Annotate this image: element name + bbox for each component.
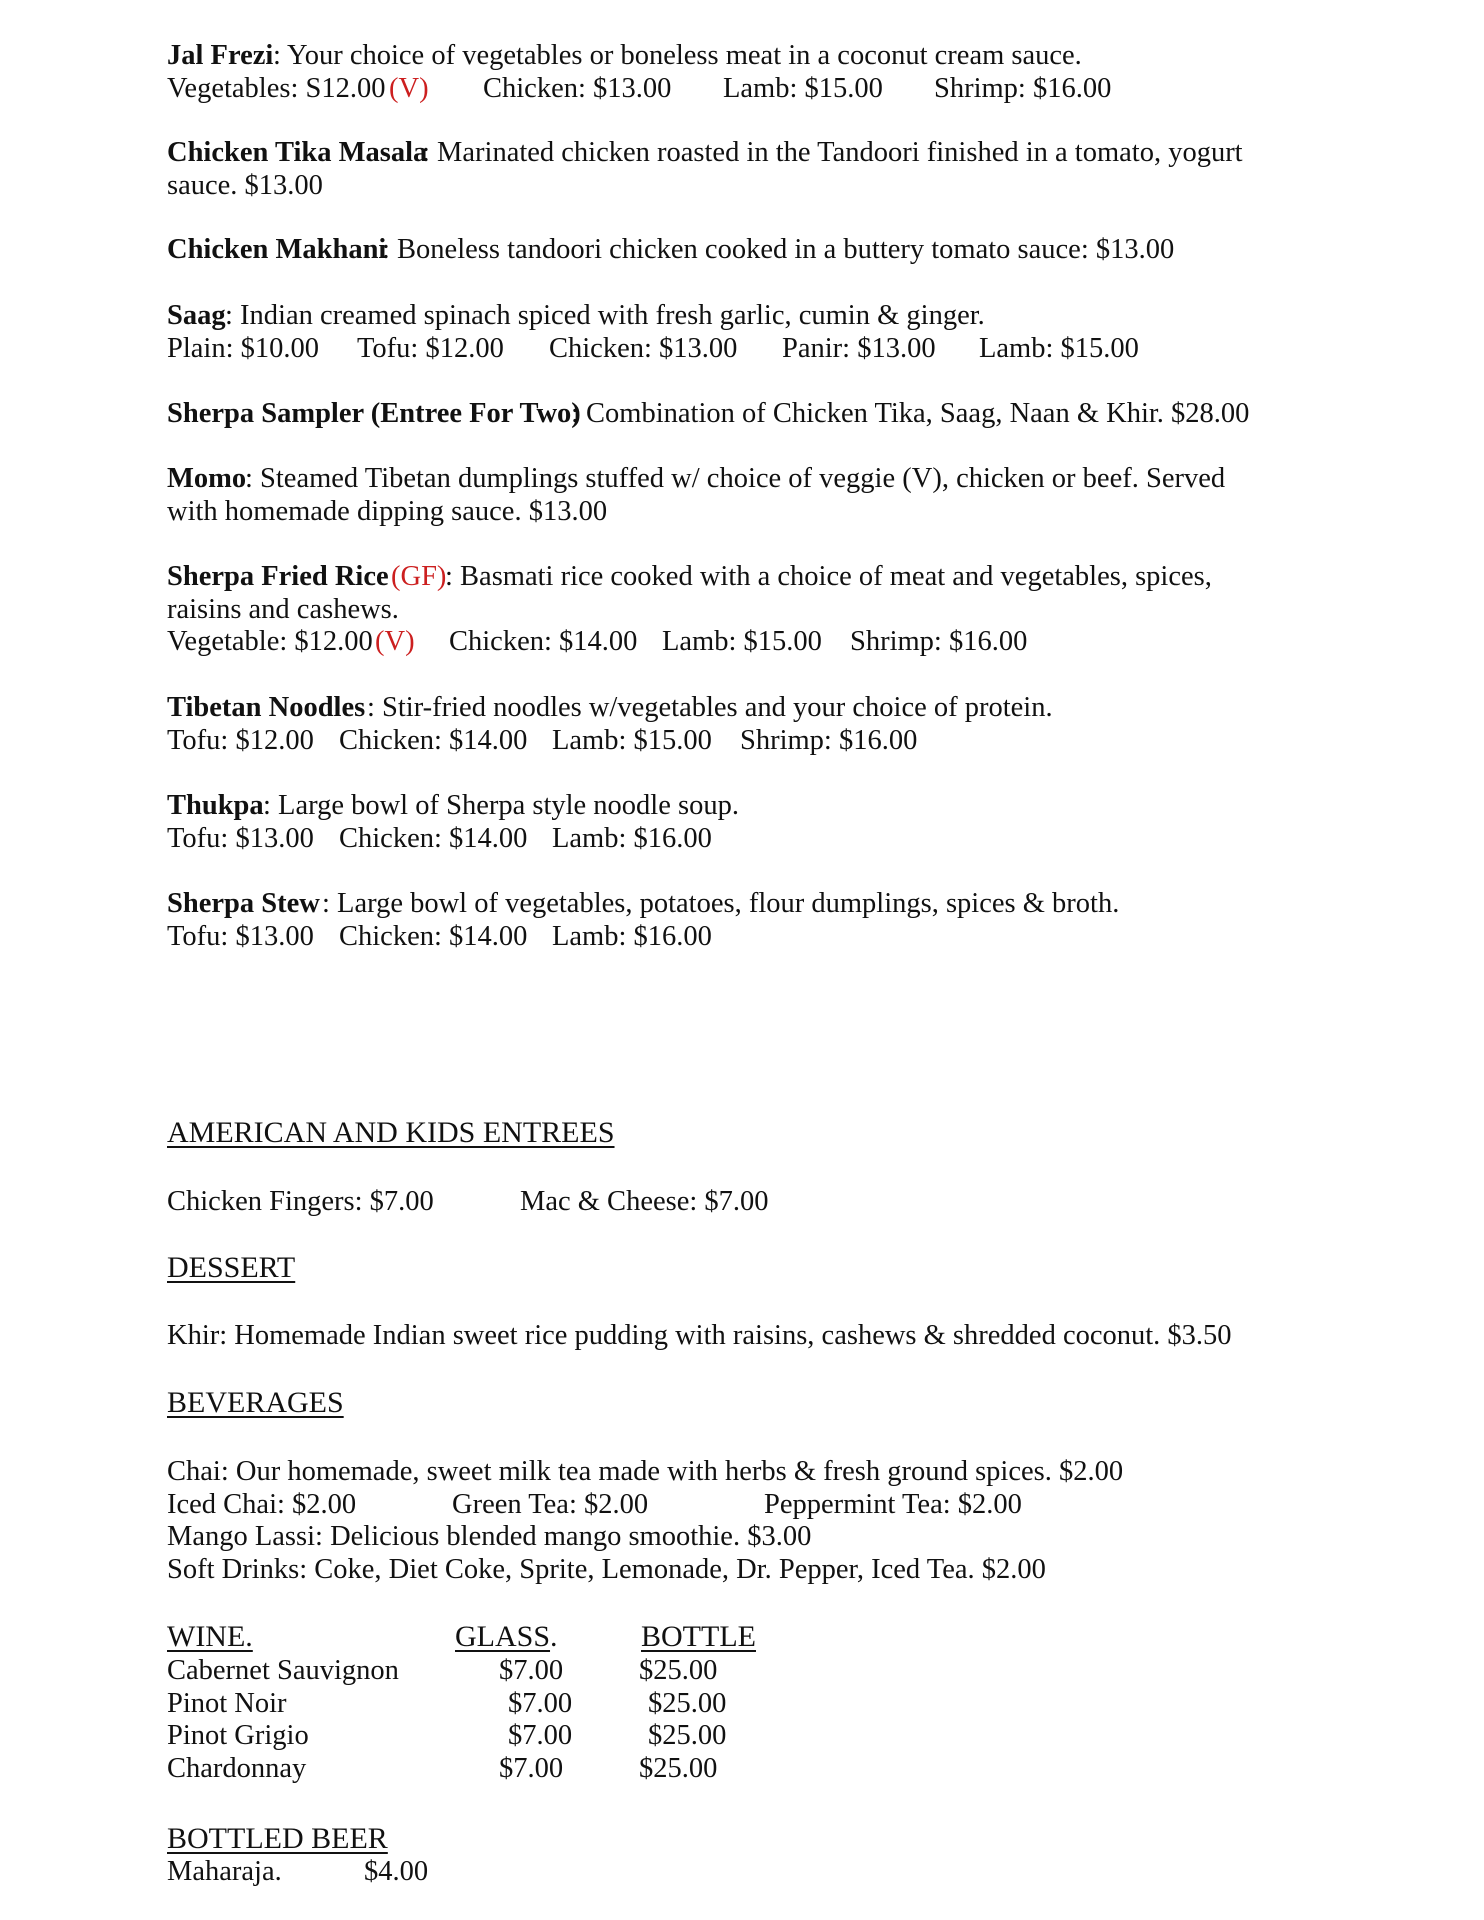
price-chicken: Chicken: $14.00: [339, 920, 528, 952]
price-tofu: Tofu: $13.00: [167, 822, 314, 854]
beverage-soft-drinks: Soft Drinks: Coke, Diet Coke, Sprite, Lemonade, Dr. Pepper, Iced Tea. $2.00: [167, 1553, 1046, 1585]
beer-price: $4.00: [364, 1856, 429, 1887]
wine-bottle-price: $25.00: [648, 1687, 727, 1719]
price-chicken: Chicken: $14.00: [339, 724, 528, 756]
wine-heading: WINE.: [167, 1620, 253, 1653]
item-name: Momo: [167, 463, 247, 494]
section-heading-american: AMERICAN AND KIDS ENTREES: [167, 1116, 615, 1149]
item-chicken-fingers: Chicken Fingers: $7.00: [167, 1186, 434, 1217]
price-chicken: Chicken: $14.00: [339, 822, 528, 854]
bottle-column-header: BOTTLE: [641, 1620, 756, 1653]
price-tofu: Tofu: $12.00: [357, 332, 504, 364]
item-description-cont: raisins and cashews.: [167, 593, 399, 625]
price-shrimp: Shrimp: $16.00: [740, 724, 918, 756]
dessert-item-khir: Khir: Homemade Indian sweet rice pudding with raisins, cashews & shredded coconut. $3.50: [167, 1320, 1232, 1351]
wine-glass-price: $7.00: [499, 1655, 564, 1686]
vegetarian-tag: (V): [375, 626, 415, 657]
item-name: Jal Frezi: [167, 40, 274, 71]
gluten-free-tag: (GF): [391, 561, 447, 592]
item-name: Tibetan Noodles: [167, 692, 366, 723]
item-description: : Boneless tandoori chicken cooked in a buttery tomato sauce: $13.00: [382, 234, 1175, 265]
item-name: Thukpa: [167, 790, 264, 821]
wine-bottle-price: $25.00: [639, 1655, 718, 1686]
item-description: : Large bowl of vegetables, potatoes, flour dumplings, spices & broth.: [322, 888, 1120, 919]
section-heading-dessert: DESSERT: [167, 1251, 296, 1284]
price-shrimp: Shrimp: $16.00: [934, 72, 1112, 104]
item-description: : Large bowl of Sherpa style noodle soup.: [263, 790, 739, 821]
item-name: Sherpa Sampler (Entree For Two): [167, 398, 581, 429]
price-lamb: Lamb: $15.00: [723, 72, 883, 104]
beverage-peppermint-tea: Peppermint Tea: $2.00: [764, 1488, 1022, 1520]
item-description-cont: sauce. $13.00: [167, 169, 323, 201]
wine-glass-price: $7.00: [499, 1752, 564, 1784]
price-tofu: Tofu: $13.00: [167, 920, 314, 952]
price-shrimp: Shrimp: $16.00: [850, 626, 1028, 657]
price-lamb: Lamb: $15.00: [662, 626, 822, 657]
price-chicken: Chicken: $13.00: [483, 72, 672, 104]
item-name: Saag: [167, 300, 226, 331]
item-description: : Combination of Chicken Tika, Saag, Naan & Khir. $28.00: [571, 398, 1250, 429]
wine-bottle-price: $25.00: [639, 1752, 718, 1784]
price-chicken: Chicken: $13.00: [549, 332, 738, 364]
price-lamb: Lamb: $16.00: [552, 920, 712, 952]
wine-glass-price: $7.00: [508, 1720, 573, 1751]
beverage-iced-chai: Iced Chai: $2.00: [167, 1488, 357, 1520]
price-lamb: Lamb: $15.00: [979, 332, 1139, 364]
price-vegetables: Vegetables: S12.00: [167, 72, 386, 104]
glass-header-dot: .: [550, 1620, 558, 1653]
wine-glass-price: $7.00: [508, 1687, 573, 1719]
price-lamb: Lamb: $15.00: [552, 724, 712, 756]
item-name: Chicken Makhani: [167, 234, 387, 265]
section-heading-bottled-beer: BOTTLED BEER: [167, 1822, 388, 1855]
item-name: Sherpa Fried Rice: [167, 561, 389, 592]
price-panir: Panir: $13.00: [782, 332, 936, 364]
price-vegetable: Vegetable: $12.00: [167, 626, 373, 657]
wine-name: Cabernet Sauvignon: [167, 1655, 399, 1686]
item-name: Chicken Tika Masala: [167, 137, 428, 168]
item-description-cont: with homemade dipping sauce. $13.00: [167, 495, 608, 527]
vegetarian-tag: (V): [389, 72, 429, 104]
glass-header-label: GLASS: [455, 1620, 551, 1653]
price-tofu: Tofu: $12.00: [167, 724, 314, 756]
wine-name: Pinot Grigio: [167, 1720, 309, 1751]
item-description: : Basmati rice cooked with a choice of meat and vegetables, spices,: [445, 561, 1212, 592]
price-lamb: Lamb: $16.00: [552, 822, 712, 854]
item-description: : Marinated chicken roasted in the Tandoori finished in a tomato, yogurt: [422, 137, 1243, 168]
wine-bottle-price: $25.00: [648, 1720, 727, 1751]
item-description: : Indian creamed spinach spiced with fresh garlic, cumin & ginger.: [225, 300, 985, 331]
price-plain: Plain: $10.00: [167, 332, 320, 364]
item-mac-cheese: Mac & Cheese: $7.00: [520, 1186, 769, 1217]
beverage-green-tea: Green Tea: $2.00: [452, 1488, 649, 1520]
beverages-list: [167, 1456, 1123, 1586]
beverage-mango-lassi: Mango Lassi: Delicious blended mango smoothie. $3.00: [167, 1521, 812, 1552]
item-description: : Steamed Tibetan dumplings stuffed w/ choice of veggie (V), chicken or beef. Served: [245, 463, 1226, 494]
price-chicken: Chicken: $14.00: [449, 626, 638, 657]
item-description: : Your choice of vegetables or boneless meat in a coconut cream sauce.: [273, 40, 1082, 71]
glass-column-header: [455, 1621, 558, 1654]
item-description: : Stir-fried noodles w/vegetables and your choice of protein.: [367, 692, 1053, 723]
beverage-chai: Chai: Our homemade, sweet milk tea made with herbs & fresh ground spices. $2.00: [167, 1456, 1124, 1487]
item-name: Sherpa Stew: [167, 888, 320, 919]
wine-name: Pinot Noir: [167, 1687, 287, 1719]
wine-name: Chardonnay: [167, 1752, 307, 1784]
section-heading-beverages: BEVERAGES: [167, 1386, 344, 1419]
beer-name: Maharaja.: [167, 1856, 282, 1887]
